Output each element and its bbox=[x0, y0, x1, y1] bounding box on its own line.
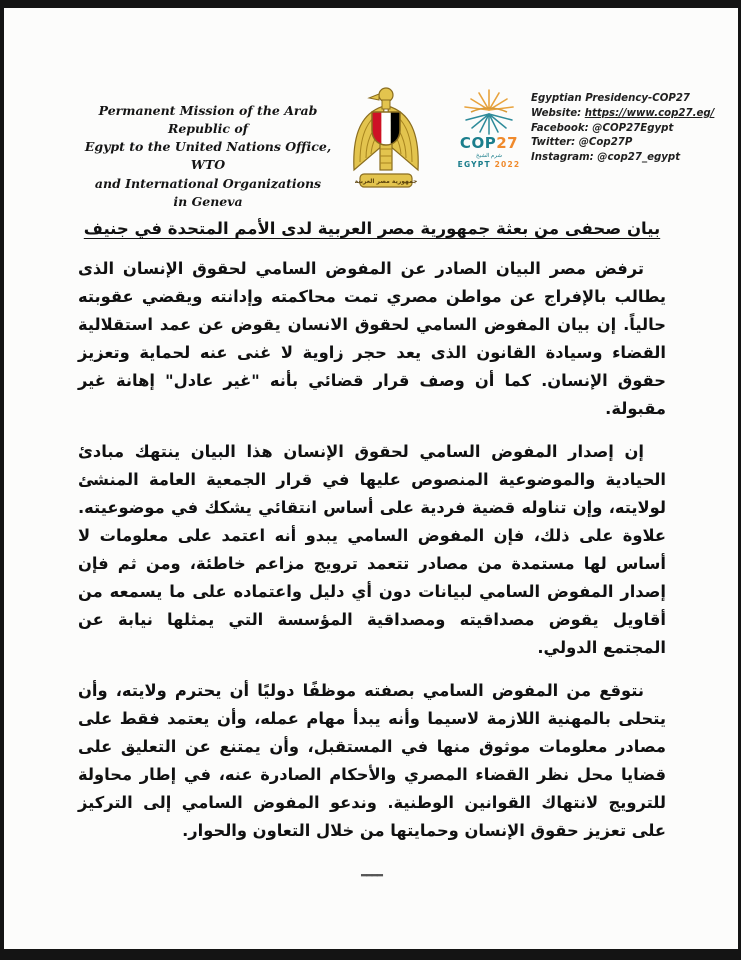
document-body bbox=[78, 219, 666, 881]
cop-letter-p: P bbox=[484, 134, 497, 152]
contact-instagram: Instagram: @cop27_egypt bbox=[531, 152, 681, 164]
website-url: https://www.cop27.eg/ bbox=[584, 107, 715, 119]
cop-year-text: 2022 bbox=[494, 159, 521, 169]
contact-website-line bbox=[531, 107, 716, 122]
cop27-arabic-subtitle: شرم الشيخ bbox=[476, 153, 502, 159]
website-label: Website: bbox=[531, 107, 585, 119]
contact-twitter: Twitter: @Cop27P bbox=[531, 137, 633, 149]
mission-address-line: in Geneva bbox=[173, 193, 243, 209]
cop27-wordmark bbox=[451, 136, 527, 151]
mission-address-line: and International Organizations bbox=[94, 175, 322, 191]
mission-address-line: Egypt to the United Nations Office, WTO bbox=[84, 139, 332, 173]
cop-egypt-text: EGYPT bbox=[457, 159, 491, 169]
page-title: بيان صحفى من بعثة جمهورية مصر العربية لدى الأمم المتحدة في جنيف bbox=[83, 219, 661, 238]
emblem-banner-text: جمهورية مصر العربية bbox=[354, 178, 418, 185]
body-paragraph: إن إصدار المفوض السامي لحقوق الإنسان هذا البيان ينتهك مبادئ الحيادية والموضوعية المنصوص عليها في قرار الجمعية العامة المنشئ لولايته، وإن تناوله قضية فردية على أساس انتقائي يشكك في موضوعيته. علاوة على ذلك، فإن المفوض السامي يبدو أنه اعتمد على معلومات لا أساس لها مستمدة من مصادر تتعمد ترويج مزاعم خاطئة، ومن ثم فإن إصدار المفوض السامي لبيانات دون أي دليل واعتماده على ما يسمعه من أقاويل يقوض مصداقيته ومصداقية المؤسسة التي يمثلها نيابة عن المجتمع الدولي. bbox=[78, 442, 666, 657]
letterhead bbox=[4, 86, 738, 209]
document-page bbox=[4, 8, 738, 949]
body-paragraph: ترفض مصر البيان الصادر عن المفوض السامي لحقوق الإنسان الذى يطالب بالإفراج عن مواطن مصري تمت محاكمته وإدانته ويقضي عقوبته حالياً. إن بيان المفوض السامي لحقوق الانسان يقوض عن عمد استقلالية القضاء وسيادة القانون الذى يعد حجر زاوية لا غنى عنه لحماية وتعزيز حقوق الإنسان. كما أن وصف قرار قضائي بأنه "غير عادل" إهانة غير مقبولة. bbox=[78, 259, 666, 418]
cop27-egypt-2022 bbox=[451, 160, 527, 169]
body-paragraph: نتوقع من المفوض السامي بصفته موظفًا دوليًا أن يحترم ولايته، وأن يتحلى بالمهنية اللازمة لاسيما وأنه يبدأ مهام عمله، وأن يعتمد فقط على مصادر معلومات موثوق منها في المستقبل، وأن يمتنع عن التعليق على قضايا محل نظر القضاء المصري والأحكام الصادرة عنه، في إطار محاولة للترويج لانتهاك القوانين الوطنية. وندعو المفوض السامي إلى التركيز على تعزيز حقوق الإنسان وحمايتها من خلال التعاون والحوار. bbox=[78, 681, 666, 840]
cop-letter-o-sun: O bbox=[471, 134, 485, 152]
contact-facebook: Facebook: @COP27Egypt bbox=[531, 122, 674, 134]
mission-address-line: Permanent Mission of the Arab Republic of bbox=[98, 103, 318, 137]
contact-title: Egyptian Presidency-COP27 bbox=[531, 93, 691, 104]
end-mark: ــــ bbox=[361, 860, 383, 880]
cop27-logo-icon bbox=[451, 86, 527, 182]
cop27-contact-block bbox=[531, 92, 716, 166]
mission-address bbox=[72, 102, 344, 211]
egypt-coat-of-arms-icon bbox=[338, 82, 434, 192]
cop-letter-c: C bbox=[459, 134, 472, 152]
cop-number-27: 27 bbox=[496, 134, 519, 152]
